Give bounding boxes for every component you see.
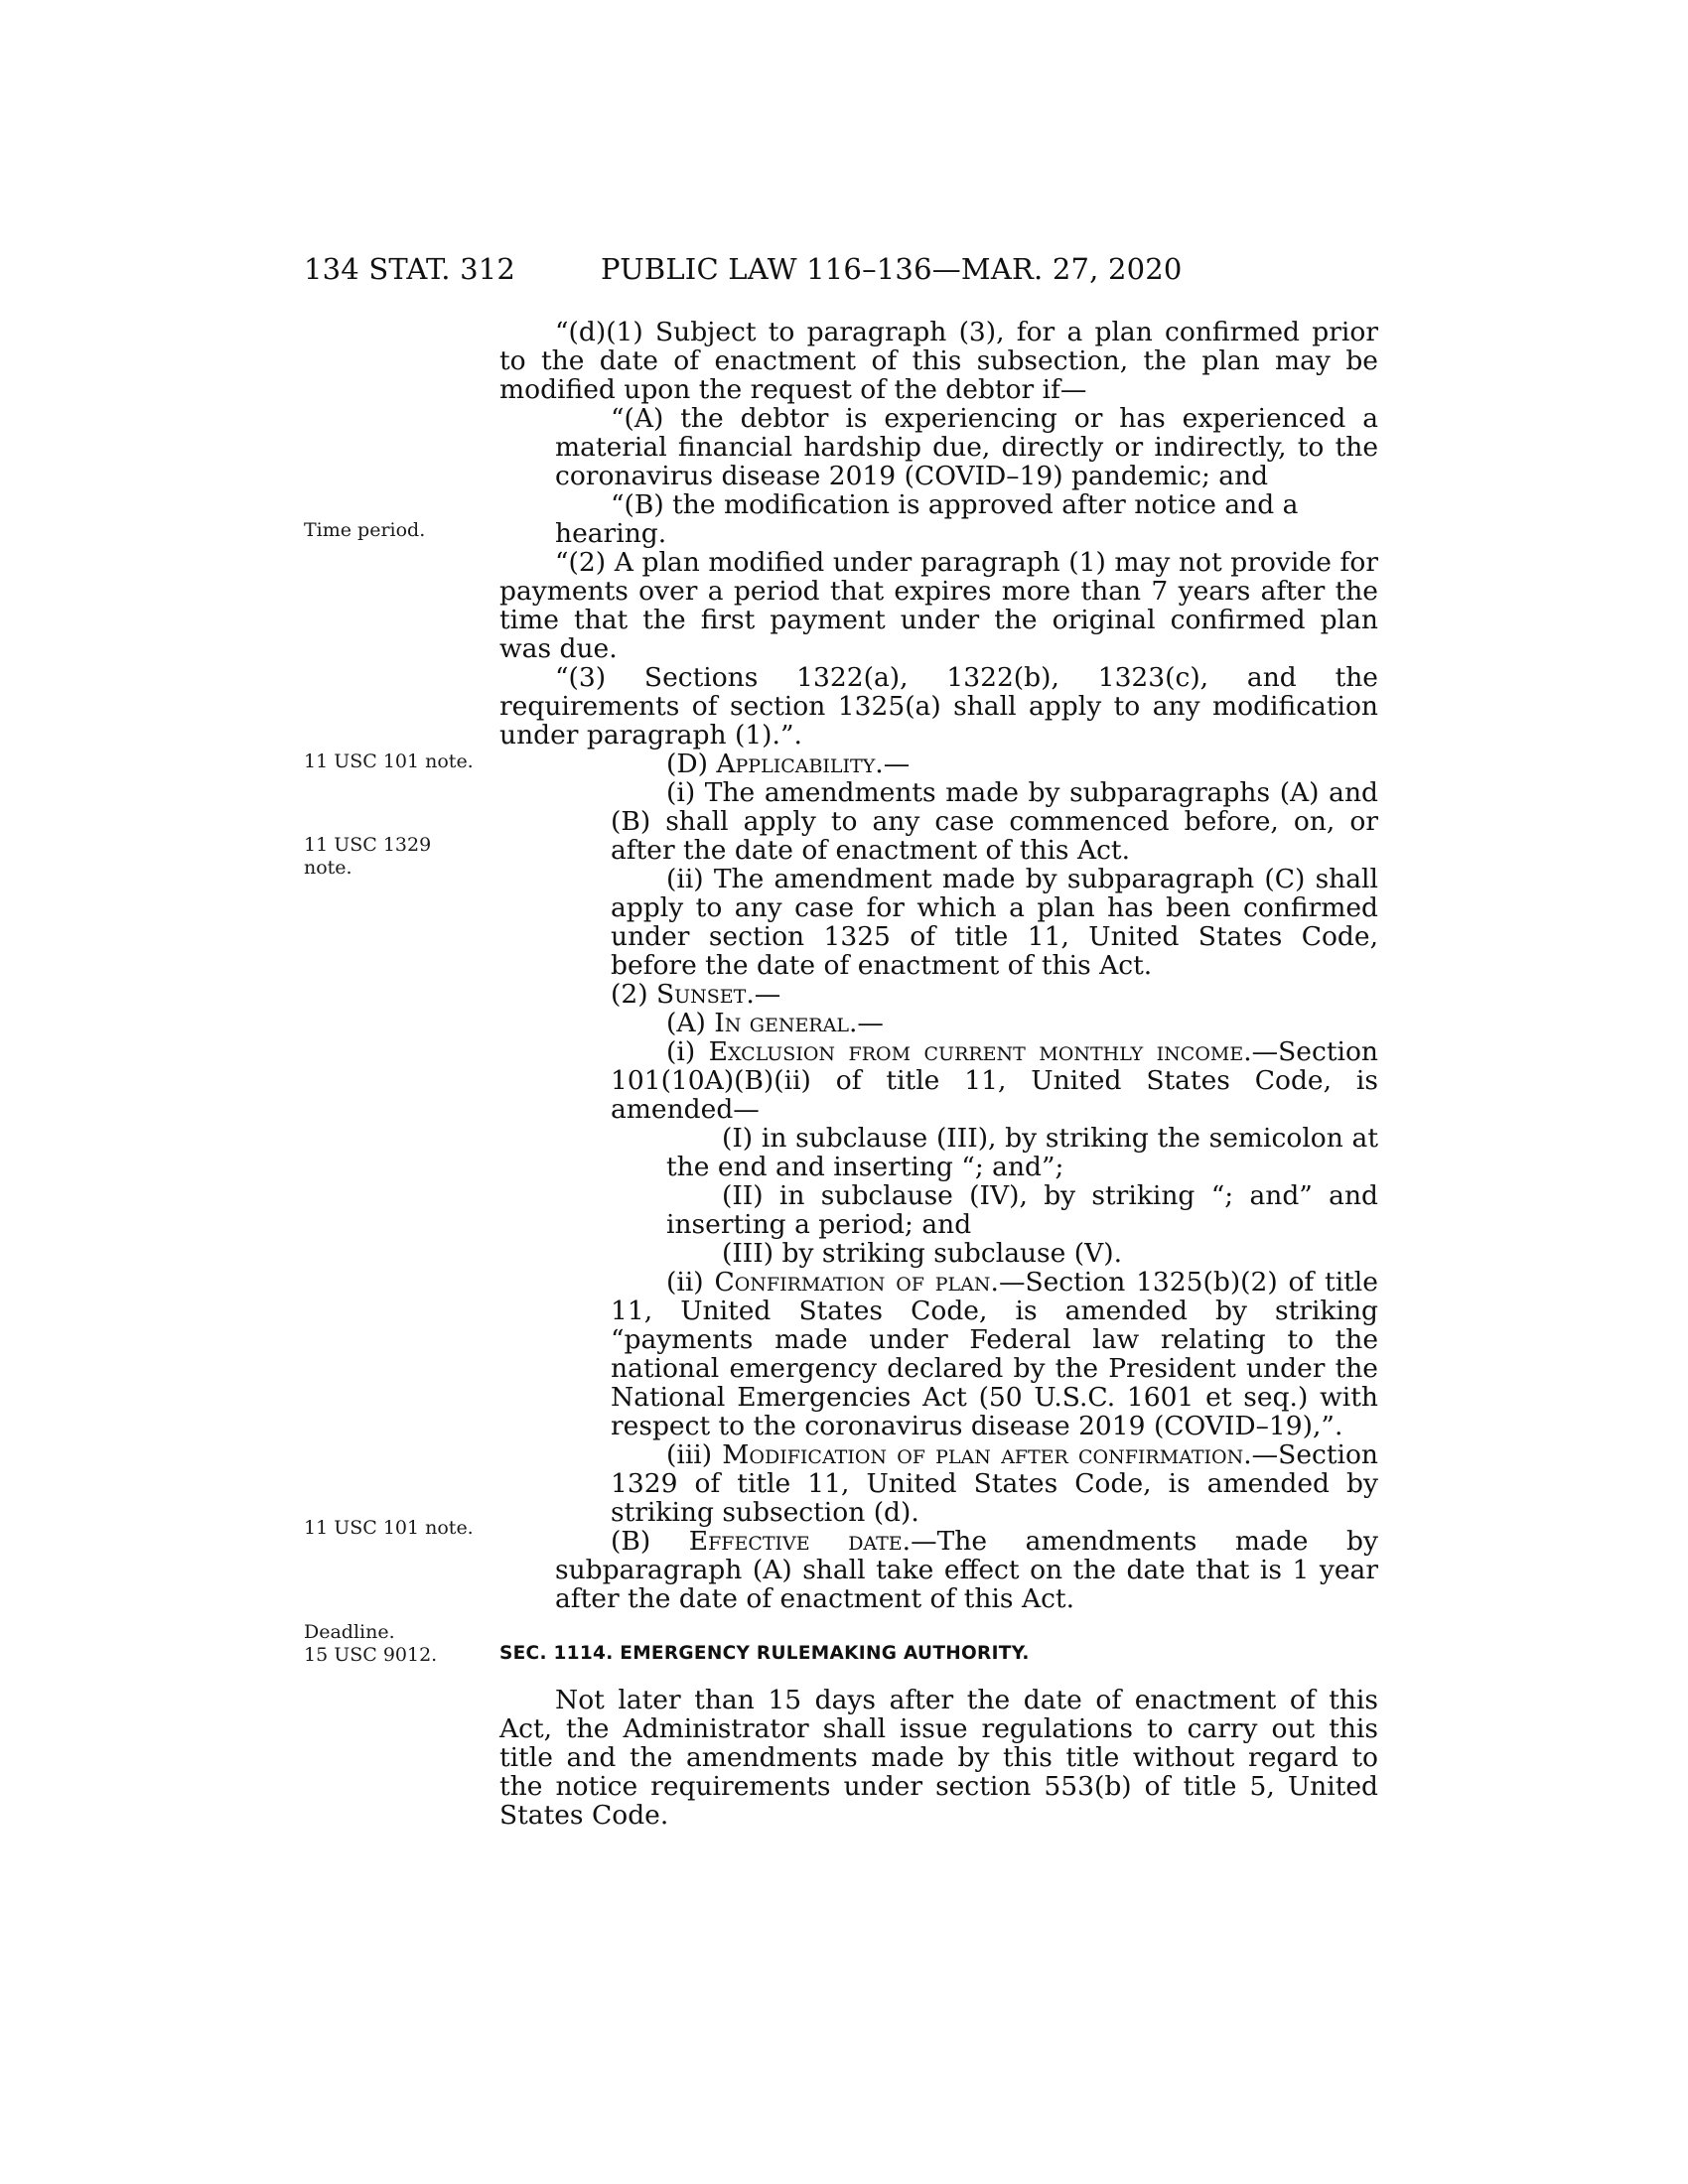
section-1114-text: Not later than 15 days after the date of enactment of this Act, the Administrator shall issue regulations to carry out this title and the amendments made by this title without regard to the notice requirements under section 553(b) of title 5, United States Code. — [499, 1685, 1378, 1831]
subparagraph-d1-a: “(A) the debtor is experiencing or has experienced a material financial hardship due, directly or indirectly, to the coronavirus disease 2019 (COVID–19) pandemic; and — [555, 403, 1378, 491]
heading-sunset: (2) Sunset.— — [611, 979, 781, 1010]
heading-in-general: (A) In general.— — [666, 1008, 884, 1038]
page-header — [0, 252, 1688, 292]
margin-note-deadline-label: Deadline. — [304, 1621, 395, 1643]
effective-date-heading: Effective date. — [688, 1526, 912, 1557]
statute-page-number: 134 STAT. 312 — [304, 252, 516, 286]
margin-note-usc-1329-line1: 11 USC 1329 — [304, 834, 432, 856]
paragraph-d2: “(2) A plan modified under paragraph (1) may not provide for payments over a period that expires more than 7 years after the time that the first payment under the original confirmed plan was due. — [499, 547, 1378, 664]
heading-applicability: (D) Applicability.— — [666, 749, 911, 779]
margin-note-usc-1329-line2: note. — [304, 857, 352, 879]
margin-note-deadline — [304, 1621, 483, 1667]
modification-heading: Modification of plan after confirmation. — [722, 1439, 1252, 1470]
effective-date-text: The amendments made by subparagraph (A) shall take effect on the date that is 1 year after the date of enactment of this Act. — [555, 1526, 1378, 1614]
paragraph-d1: “(d)(1) Subject to paragraph (3), for a plan confirmed prior to the date of enactment of this subsection, the plan may be modified upon the request of the debtor if— — [499, 317, 1378, 405]
confirmation-number: (ii) — [666, 1267, 704, 1297]
confirmation-heading: Confirmation of plan. — [714, 1267, 999, 1297]
clause-applicability-ii: (ii) The amendment made by subparagraph (C) shall apply to any case for which a plan has been confirmed under section 1325 of title 11, United States Code, before the date of enactment of this Act. — [611, 864, 1378, 981]
subclause-i: (I) in subclause (III), by striking the semicolon at the end and inserting “; and”; — [666, 1123, 1378, 1182]
sunset-number: (2) — [611, 979, 648, 1010]
margin-note-usc-9012: 15 USC 9012. — [304, 1644, 438, 1666]
running-title: PUBLIC LAW 116–136—MAR. 27, 2020 — [601, 252, 1183, 286]
document-body — [499, 318, 1378, 1830]
in-general-number: (A) — [666, 1008, 706, 1038]
exclusion-text: Section 101(10A)(B)(ii) of title 11, United States Code, is amended— — [611, 1036, 1378, 1125]
paragraph-d3: “(3) Sections 1322(a), 1322(b), 1323(c), and the requirements of section 1325(a) shall apply to any modification under paragraph (1).”. — [499, 662, 1378, 751]
in-general-heading: In general. — [714, 1008, 858, 1038]
subparagraph-d1-b: “(B) the modification is approved after notice and a hearing. — [555, 489, 1299, 549]
applicability-number: (D) — [666, 749, 708, 779]
section-heading-1114: SEC. 1114. EMERGENCY RULEMAKING AUTHORITY. — [499, 1643, 1030, 1664]
clause-confirmation: (ii) Confirmation of plan.—Section 1325(b)(2) of title 11, United States Code, is amended by striking “payments made under Federal law relating to the national emergency declared by the President under the National Emergencies Act (50 U.S.C. 1601 et seq.) with respect to the coronavirus disease 2019 (COVID–19),”. — [611, 1267, 1378, 1441]
exclusion-number: (i) — [666, 1036, 696, 1067]
margin-note-usc-1329 — [304, 834, 483, 880]
effective-date-number: (B) — [611, 1526, 651, 1557]
margin-note-usc-101-second: 11 USC 101 note. — [304, 1517, 474, 1539]
subparagraph-effective-date: (B) Effective date.—The amendments made by subparagraph (A) shall take effect on the date that is 1 year after the date of enactment of this Act. — [555, 1526, 1378, 1614]
margin-note-usc-101: 11 USC 101 note. — [304, 751, 474, 772]
clause-exclusion: (i) Exclusion from current monthly income.—Section 101(10A)(B)(ii) of title 11, United States Code, is amended— — [611, 1036, 1378, 1125]
clause-applicability-i: (i) The amendments made by subparagraphs (A) and (B) shall apply to any case commenced before, on, or after the date of enactment of this Act. — [611, 777, 1378, 866]
margin-note-time-period: Time period. — [304, 519, 426, 541]
confirmation-text: Section 1325(b)(2) of title 11, United States Code, is amended by striking “payments made under Federal law relating to the national emergency declared by the President under the National Emergencies Act (50 U.S.C. 1601 et seq.) with respect to the coronavirus disease 2019 (COVID–19),”. — [611, 1267, 1378, 1441]
modification-number: (iii) — [666, 1439, 713, 1470]
applicability-heading: Applicability. — [716, 749, 884, 779]
clause-modification: (iii) Modification of plan after confirmation.—Section 1329 of title 11, United States Code, is amended by striking subsection (d). — [611, 1439, 1378, 1528]
exclusion-heading: Exclusion from current monthly income. — [708, 1036, 1252, 1067]
modification-text: Section 1329 of title 11, United States Code, is amended by striking subsection (d). — [611, 1439, 1378, 1528]
sunset-heading: Sunset. — [655, 979, 755, 1010]
subclause-iii: (III) by striking subclause (V). — [722, 1238, 1122, 1269]
subclause-ii: (II) in subclause (IV), by striking “; and” and inserting a period; and — [666, 1180, 1378, 1240]
